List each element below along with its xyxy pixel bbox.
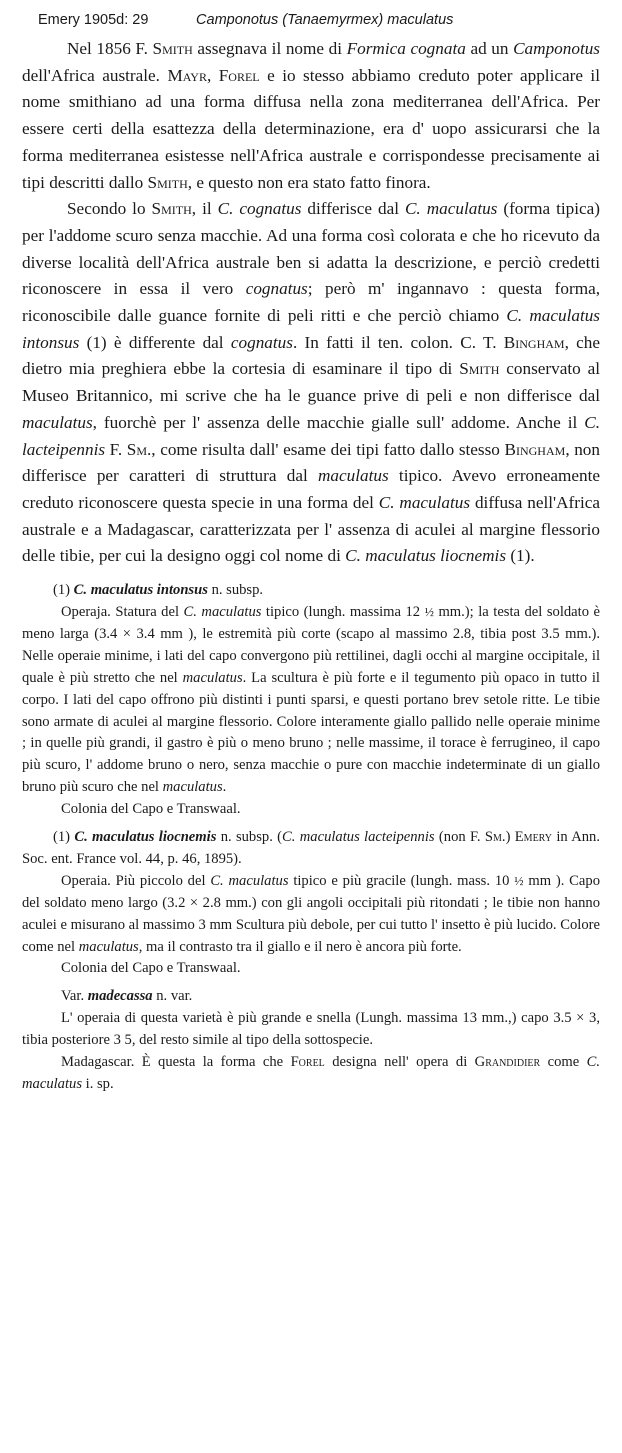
footnote-1-heading	[22, 580, 600, 602]
text-run: tipico. Avevo erroneamente creduto riconoscere questa specie in una forma del	[22, 466, 600, 512]
text-run: (forma tipica) per l'addome scuro senza macchie. Ad una forma così colorata e che ho ricevuto da diverse località dell'Africa australe ben si adatta la descrizione, e perciò credetti riconoscere in essa il vero	[22, 199, 601, 299]
text-run: tipico e più gracile (lungh. mass. 10	[288, 872, 515, 889]
author-name: Smith	[459, 359, 500, 379]
author-name: Emery	[514, 829, 553, 846]
taxon-name: C. lacteipennis	[22, 412, 600, 459]
taxon-name: C. cognatus	[217, 199, 302, 219]
text-run: , e questo non era stato fatto finora.	[187, 172, 431, 192]
text-run: ½	[424, 604, 434, 619]
footnote-2-description	[22, 871, 600, 959]
taxon-name: C. maculatus	[404, 199, 498, 219]
footnotes	[22, 580, 600, 1096]
author-name: Grandidier	[474, 1054, 541, 1071]
paragraph-1	[22, 36, 600, 196]
text-run: , che dietro mia preghiera ebbe la cortesia di esaminare il tipo di	[22, 332, 601, 379]
author-name: Mayr	[167, 65, 207, 85]
footnote-2-heading	[22, 827, 600, 871]
text-run: , non differisce per caratteri di struttura dal	[22, 439, 600, 486]
footnote-1-description	[22, 602, 600, 799]
text-run: assegnava il nome di	[192, 39, 347, 58]
text-run: (non F.	[434, 829, 485, 846]
text-run: Operaja. Statura del	[61, 603, 184, 620]
text-run: . In fatti il ten. colon. C. T.	[292, 332, 504, 352]
text-run: ; però m' ingannavo : questa forma, riconoscibile dalle guance fornite di peli ritti e che perciò chiamo	[22, 279, 600, 326]
variety-description: L' operaia di questa varietà è più grande e snella (Lungh. massima 13 mm.,) capo 3.5 × 3, tibia posteriore 3 5, del resto simile al tipo della sottospecie.	[22, 1010, 600, 1049]
author-name: Forel	[218, 65, 260, 85]
taxon-name: Formica cognata	[346, 39, 466, 58]
text-run: , fuorchè per l' assenza delle macchie gialle sull' addome. Anche il	[92, 412, 585, 432]
text-run: Operaia. Più piccolo del	[61, 872, 211, 889]
text-run: e io stesso abbiamo creduto poter applicare il nome smithiano ad una forma diffusa nella zona mediterranea dell'Africa. Per essere certi della esattezza della determinazione, era d' uopo assicurarsi che la forma mediterranea esistesse nell'Africa australe e corrispondesse precisamente ai tipi descritti dallo	[22, 65, 600, 192]
text-run: tipico (lungh. massima 12	[261, 603, 425, 620]
text-run: maculatus	[78, 938, 139, 955]
text-run: maculatus	[182, 669, 243, 686]
text-run: Var.	[61, 988, 88, 1005]
author-name: Bingham	[504, 439, 566, 459]
document-body	[22, 36, 600, 1096]
author-name: Smith	[152, 39, 193, 58]
text-run: come	[540, 1054, 587, 1071]
text-run: , come risulta dall' esame dei tipi fatto dallo stesso	[151, 439, 505, 459]
footnote-1-locality: Colonia del Capo e Transwaal.	[61, 801, 241, 818]
text-run: F.	[105, 439, 127, 459]
text-run: maculatus	[162, 779, 223, 796]
taxon-name: cognatus	[245, 279, 308, 299]
taxon-name: C. maculatus intonsus	[73, 582, 208, 599]
author-name: Bingham	[503, 332, 565, 352]
author-name: Forel	[290, 1054, 325, 1071]
text-run: ad un	[465, 39, 514, 58]
text-run: )	[505, 829, 515, 846]
text-run: (1)	[53, 829, 75, 846]
text-run: C. maculatus	[22, 1054, 600, 1092]
variety-heading	[22, 986, 600, 1008]
text-run: ,	[206, 65, 219, 85]
main-text	[22, 36, 600, 570]
text-run: dell'Africa australe.	[22, 65, 168, 85]
text-run: . La scultura è più forte e il tegumento più opaco in tutto il corpo. I lati del capo offrono più distinti i punti sparsi, e questi portano brev setole ritte. Le tibie sono armate di aculei al margine flessorio. Colore interamente giallo pallido nelle operaie minime ; in quelle più grandi, il gastro è più o meno bruno ; nelle massime, il torace è ferrugineo, il capo più scuro, l' addome bruno o nero, senza macchie o pure con macchie indeterminate di un giallo bruno più scuro che nel	[22, 669, 600, 796]
text-run: , ma il contrasto tra il giallo e il nero è ancora più forte.	[138, 938, 462, 955]
reference-label: Emery 1905d: 29	[38, 12, 149, 28]
text-run: Madagascar. È questa la forma che	[61, 1054, 291, 1071]
text-run: (1) è differente dal	[79, 332, 231, 352]
taxon-title: Camponotus (Tanaemyrmex) maculatus	[196, 12, 454, 28]
taxon-name: C. maculatus liocnemis	[345, 546, 507, 566]
taxon-name: maculatus	[318, 466, 389, 486]
variety-locality	[22, 1052, 600, 1096]
taxon-name: C. maculatus	[378, 492, 471, 512]
author-name: Sm.	[126, 439, 152, 459]
text-run: C. maculatus	[183, 603, 262, 620]
taxon-name: C. maculatus intonsus	[22, 306, 600, 352]
text-run: n. subsp.	[207, 582, 264, 599]
paragraph-2	[22, 196, 600, 570]
text-run: mm.); la testa del soldato è meno larga (3.4 × 3.4 mm ), le estremità più corte (scapo al massimo 2.8, tibia post 3.5 mm.). Nelle operaie minime, i lati del capo convergono più rettilinei, dagli occhi al margine occipitale, il quale è più stretto che nel	[22, 603, 600, 686]
text-run: conservato al Museo Britannico, mi scrive che ha le guance prive di peli e non differisce dal	[22, 359, 600, 406]
text-run: (1).	[506, 546, 535, 566]
text-run: (1)	[53, 582, 74, 599]
text-run: C. maculatus lacteipennis	[282, 829, 435, 846]
taxon-name: madecassa	[87, 988, 153, 1005]
author-name: Smith	[147, 172, 188, 192]
text-run: differisce dal	[301, 199, 405, 219]
text-run: diffusa nell'Africa australe e a Madagascar, caratterizzata per l' assenza di aculei al margine flessorio delle tibie, per cui la designo oggi col nome di	[22, 492, 600, 566]
text-run: n. subsp. (	[216, 829, 283, 846]
text-run: , il	[191, 199, 218, 219]
page-header	[38, 12, 598, 34]
taxon-name: cognatus	[230, 332, 293, 352]
taxon-name: C. maculatus liocnemis	[74, 829, 217, 846]
author-name: Smith	[151, 199, 192, 219]
taxon-name: Camponotus	[513, 39, 600, 58]
text-run: mm ). Capo del soldato meno largo (3.2 × 2.8 mm.) con gli angoli occipitali più ritondati ; le tibie non hanno aculei e misurano al massimo 3 mm Scultura più debole, per cui tutto l' insetto è più lucido. Colore come nel	[22, 872, 600, 955]
text-run: Nel 1856 F.	[67, 39, 153, 58]
taxon-name: maculatus	[22, 412, 93, 432]
footnote-2-locality: Colonia del Capo e Transwaal.	[61, 960, 241, 977]
text-run: designa nell' opera di	[324, 1054, 475, 1071]
text-run: n. var.	[152, 988, 193, 1005]
text-run: in Ann. Soc. ent. France vol. 44, p. 46, 1895).	[22, 829, 600, 867]
text-run: C. maculatus	[210, 872, 289, 889]
text-run: .	[222, 779, 227, 796]
text-run: ½	[514, 873, 524, 888]
text-run: Sm.	[484, 829, 506, 846]
text-run: i. sp.	[82, 1076, 114, 1092]
text-run: Secondo lo	[67, 199, 152, 219]
